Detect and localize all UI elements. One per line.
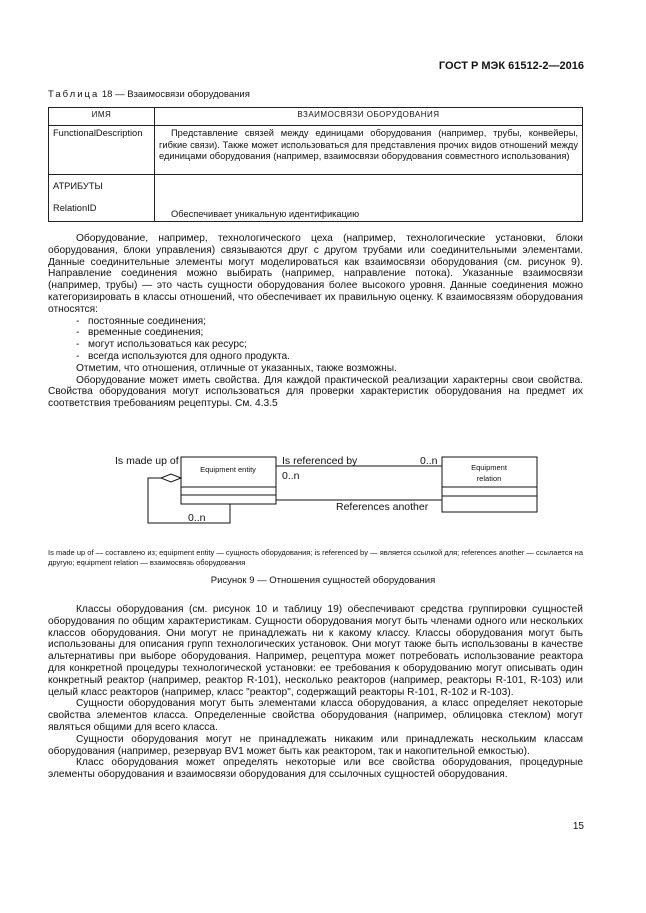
table-caption bbox=[48, 89, 250, 100]
is-referenced-by-label: Is referenced by bbox=[282, 455, 358, 467]
list-item: - всегда используются для одного продукта. bbox=[76, 350, 290, 362]
cell-name bbox=[49, 175, 155, 222]
paragraph: Отметим, что отношения, отличные от указанных, также возможны. bbox=[76, 362, 397, 374]
figure-caption: Рисунок 9 — Отношения сущностей оборудования bbox=[210, 575, 436, 586]
multiplicity-label: 0..n bbox=[420, 455, 438, 467]
table-caption-title: 18 — Взаимосвязи оборудования bbox=[101, 89, 250, 100]
col-name-header: ИМЯ bbox=[49, 108, 155, 126]
table-header-row bbox=[49, 108, 583, 126]
multiplicity-label: 0..n bbox=[188, 512, 206, 524]
relations-table bbox=[48, 107, 583, 222]
table-row bbox=[49, 126, 583, 175]
page-number: 15 bbox=[572, 821, 584, 832]
multiplicity-label: 0..n bbox=[282, 470, 300, 482]
equipment-relation-label-line1: Equipment bbox=[471, 463, 507, 472]
bullet-list bbox=[48, 316, 583, 363]
list-item: - постоянные соединения; bbox=[76, 315, 206, 327]
attributes-label: АТРИБУТЫ bbox=[53, 181, 103, 191]
paragraph: Класс оборудования может определять некоторые или все свойства оборудования, процедурные элементы оборудования и взаимосвязи оборудования для ссылочных сущностей оборудования. bbox=[48, 757, 583, 781]
cell-name: FunctionalDescription bbox=[49, 126, 155, 175]
paragraph: Оборудование может иметь свойства. Для каждой практической реализации характерны свои свойства. Свойства оборудования могут использоваться для проверки характеристик оборудования на предмет их соответствия требованиям рецептуры. См. 4.3.5 bbox=[48, 374, 583, 410]
paragraph: Классы оборудования (см. рисунок 10 и таблицу 19) обеспечивают средства группировки сущностей оборудования по общим характеристикам. Сущности оборудования могут быть членами одного или нескольких классов оборудования. Они могут не принадлежать ни к какому классу. Классы оборудования могут быть использованы для описания групп технологических установок. Они могут также быть использованы в качестве альтернативы при выборе оборудования. Например, рецептура может потребовать использование реактора для конкретной процедуры технологической установки: ее требования к оборудованию могут описывать один конкретный реактор (например, реактор R-101), несколько реакторов (например, реакторы R-101, R-103) или целый класс реакторов (например, класс "реактор", содержащий реакторы R-101, R-102 и R-103). bbox=[48, 604, 583, 698]
equipment-relation-label-line2: relation bbox=[476, 474, 502, 483]
entity-relationship-diagram bbox=[70, 450, 570, 532]
document-header: ГОСТ Р МЭК 61512-2—2016 bbox=[438, 60, 584, 72]
col-relations-header: ВЗАИМОСВЯЗИ ОБОРУДОВАНИЯ bbox=[155, 108, 583, 126]
figure-legend: Is made up of — составлено из; equipment entity — сущность оборудования; is referenced by — является ссылкой для; references another — ссылается на другую; equipment relation — взаимосвязь оборудования bbox=[48, 548, 583, 567]
section-1-text bbox=[48, 233, 583, 410]
cell-description: Представление связей между единицами оборудования (например, трубы, конвейеры, гибкие связи). Также может использоваться для представления прочих видов отношений между единицами оборудования (например, взаимосвязи оборудования совместного использования) bbox=[155, 126, 583, 175]
list-item: - временные соединения; bbox=[76, 327, 204, 339]
section-2-text bbox=[48, 604, 583, 781]
cell-description: Обеспечивает уникальную идентификацию bbox=[155, 175, 583, 222]
references-another-label: References another bbox=[336, 501, 429, 513]
paragraph: Оборудование, например, технологического цеха (например, технологические установки, блоки оборудования, блоки управления) связываются друг с другом трубами или соединительными элементами. Данные соединительные элементы могут моделироваться как взаимосвязи оборудования (см. рисунок 9). Направление соединения можно выбирать (например, направление потока). Указанные взаимосвязи (например, трубы) — это часть сущности оборудования более высокого уровня. Данные соединения можно категоризировать в классы отношений, что обеспечивает их правильную оценку. К взаимосвязям оборудования относятся: bbox=[48, 233, 583, 315]
table-caption-label: Таблица bbox=[48, 89, 100, 100]
paragraph: Сущности оборудования могут быть элементами класса оборудования, а класс определяет некоторые свойства элементов класса. Определенные свойства оборудования (например, облицовка стеклом) могут являться общими для всего класса. bbox=[48, 698, 583, 733]
relationid-label: RelationID bbox=[53, 203, 97, 213]
list-item: - могут использоваться как ресурс; bbox=[76, 339, 247, 351]
is-made-up-of-label: Is made up of bbox=[115, 455, 179, 467]
equipment-entity-label: Equipment entity bbox=[200, 465, 256, 474]
paragraph: Сущности оборудования могут не принадлежать никаким или принадлежать нескольким классам оборудования (например, резервуар BV1 может быть как реактором, так и накопительной емкостью). bbox=[48, 733, 583, 757]
aggregation-diamond bbox=[161, 474, 181, 482]
table-row bbox=[49, 175, 583, 222]
